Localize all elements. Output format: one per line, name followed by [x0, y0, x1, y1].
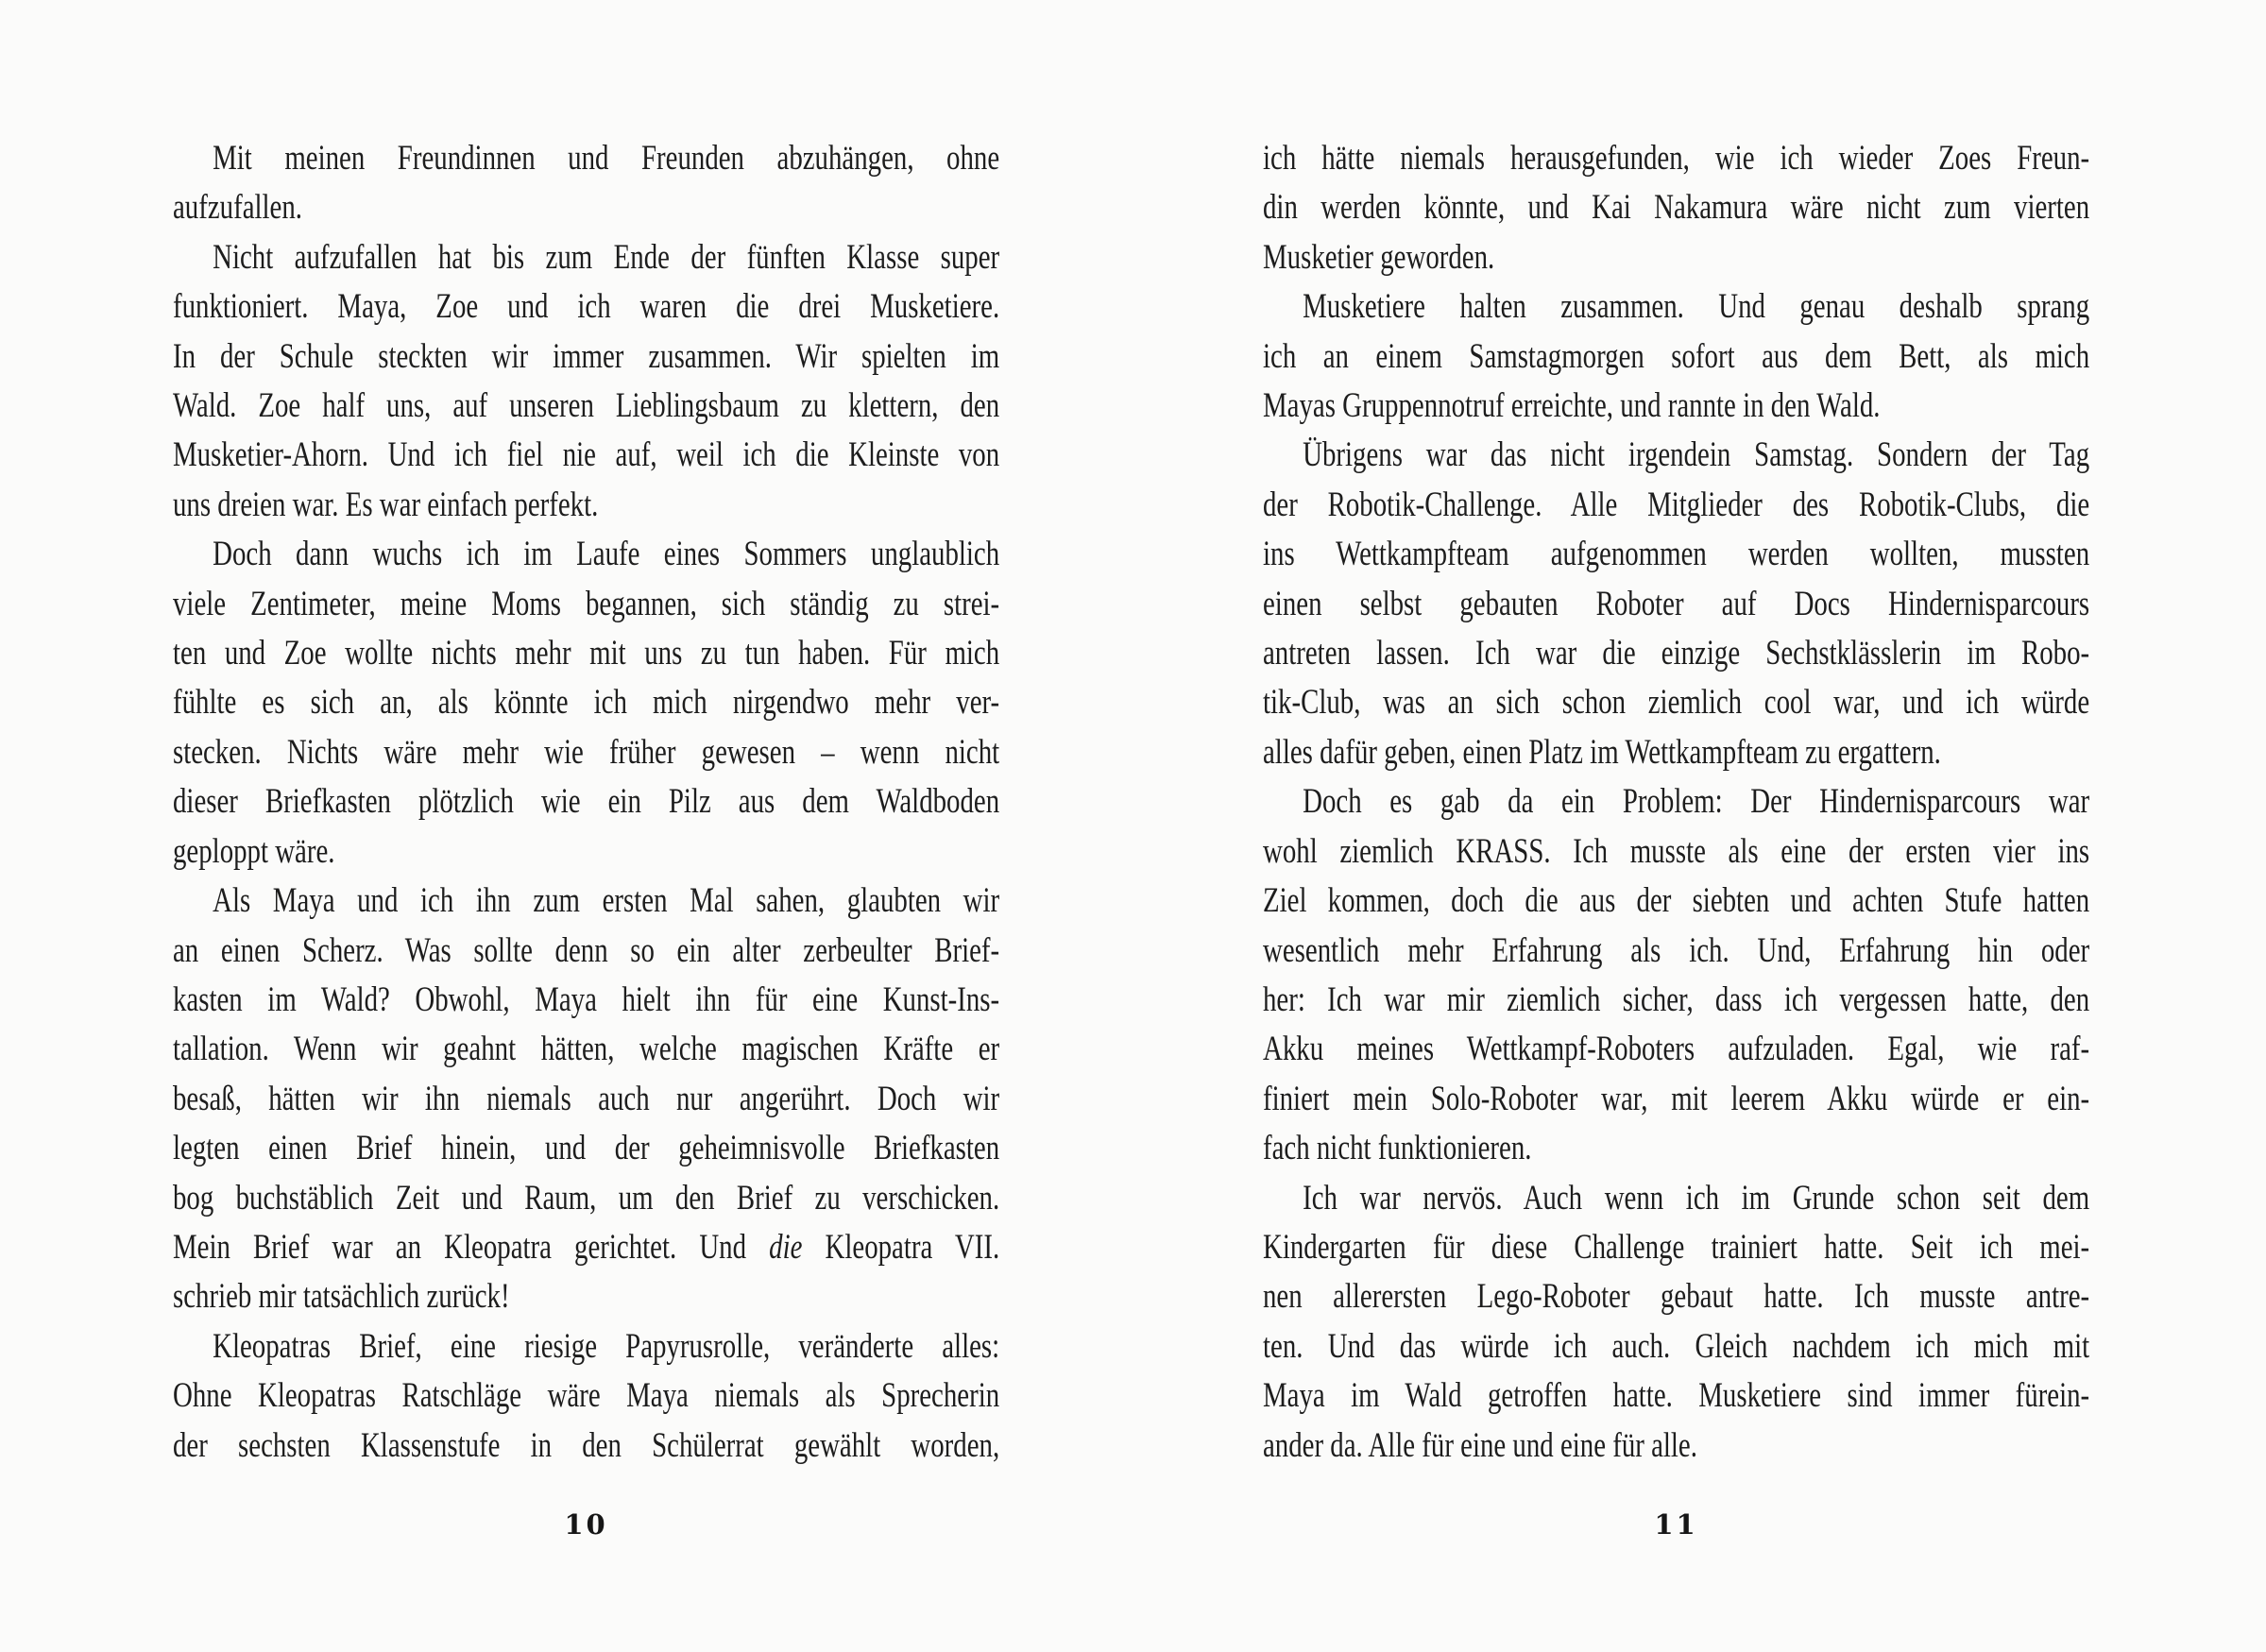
text-line: Musketier geworden.: [1263, 237, 1495, 277]
text-line: ander da. Alle für eine und eine für alle.: [1263, 1425, 1697, 1465]
text-line: ich hätte niemals herausgefunden, wie ich wieder Zoes Freun-: [1263, 139, 2090, 178]
text-line: uns dreien war. Es war einfach perfekt.: [173, 485, 599, 524]
page-number-right: 11: [1654, 1508, 1698, 1541]
text-line: viele Zentimeter, meine Moms begannen, sich ständig zu strei-: [173, 584, 1000, 623]
text-line: Musketiere halten zusammen. Und genau deshalb sprang: [1303, 287, 2090, 327]
text-line: alles dafür geben, einen Platz im Wettkampfteam zu ergattern.: [1263, 732, 1941, 772]
text-line: Kleopatras Brief, eine riesige Papyrusrolle, veränderte alles:: [213, 1326, 1000, 1366]
text-line: nen allerersten Lego-Roboter gebaut hatte. Ich musste antre-: [1263, 1277, 2090, 1317]
text-line: tik-Club, was an sich schon ziemlich cool war, und ich würde: [1263, 683, 2090, 723]
text-line: geploppt wäre.: [173, 831, 335, 871]
text-line: wesentlich mehr Erfahrung als ich. Und, Erfahrung hin oder: [1263, 930, 2090, 970]
text-line: antreten lassen. Ich war die einzige Sechstklässlerin im Robo-: [1263, 634, 2090, 673]
text-line: aufzufallen.: [173, 188, 303, 228]
text-line: finiert mein Solo-Roboter war, mit leerem Akku würde er ein-: [1263, 1079, 2090, 1118]
italic-word: die: [769, 1227, 803, 1267]
text-line: Ziel kommen, doch die aus der siebten und achten Stufe hatten: [1263, 881, 2090, 921]
text-line: dieser Briefkasten plötzlich wie ein Pilz aus dem Waldboden: [173, 782, 1000, 822]
text-line: her: Ich war mir ziemlich sicher, dass ich vergessen hatte, den: [1263, 979, 2090, 1019]
text-line: Mayas Gruppennotruf erreichte, und rannte in den Wald.: [1263, 386, 1881, 426]
text-line: fach nicht funktionieren.: [1263, 1129, 1532, 1168]
text-line: In der Schule steckten wir immer zusammen. Wir spielten im: [173, 336, 1000, 376]
text-line: Doch dann wuchs ich im Laufe eines Sommers unglaublich: [213, 535, 1000, 574]
text-line: Ich war nervös. Auch wenn ich im Grunde schon seit dem: [1303, 1178, 2090, 1218]
text-line: funktioniert. Maya, Zoe und ich waren die drei Musketiere.: [173, 287, 1000, 327]
text-line: Als Maya und ich ihn zum ersten Mal sahen, glaubten wir: [213, 881, 1000, 921]
text-line: kasten im Wald? Obwohl, Maya hielt ihn für eine Kunst-Ins-: [173, 979, 1000, 1019]
text-line: einen selbst gebauten Roboter auf Docs Hindernisparcours: [1263, 584, 2090, 623]
text-line: din werden könnte, und Kai Nakamura wäre nicht zum vierten: [1263, 188, 2090, 228]
text-line: besaß, hätten wir ihn niemals auch nur angerührt. Doch wir: [173, 1079, 1000, 1118]
text-line: tallation. Wenn wir geahnt hätten, welche magischen Kräfte er: [173, 1030, 1000, 1069]
text-line: an einen Scherz. Was sollte denn so ein alter zerbeulter Brief-: [173, 930, 1000, 970]
text-line: Akku meines Wettkampf-Roboters aufzuladen. Egal, wie raf-: [1263, 1030, 2090, 1069]
text-segment: Kleopatra VII.: [802, 1227, 1000, 1267]
text-line: der sechsten Klassenstufe in den Schülerrat gewählt worden,: [173, 1425, 1000, 1465]
text-line: ins Wettkampfteam aufgenommen werden wollten, mussten: [1263, 535, 2090, 574]
text-line: legten einen Brief hinein, und der geheimnisvolle Briefkasten: [173, 1129, 1000, 1168]
text-line: Musketier-Ahorn. Und ich fiel nie auf, weil ich die Kleinste von: [173, 435, 1000, 475]
text-line: schrieb mir tatsächlich zurück!: [173, 1277, 510, 1317]
text-line: ten. Und das würde ich auch. Gleich nachdem ich mich mit: [1263, 1326, 2090, 1366]
text-line: Nicht aufzufallen hat bis zum Ende der fünften Klasse super: [213, 237, 1000, 277]
text-line: [173, 1223, 999, 1272]
text-line: Mit meinen Freundinnen und Freunden abzuhängen, ohne: [213, 139, 1000, 178]
text-line: Wald. Zoe half uns, auf unseren Lieblingsbaum zu klettern, den: [173, 386, 1000, 426]
page-left-text-column: [173, 134, 999, 1471]
text-line: ten und Zoe wollte nichts mehr mit uns zu tun haben. Für mich: [173, 634, 1000, 673]
text-line: Maya im Wald getroffen hatte. Musketiere sind immer fürein-: [1263, 1376, 2090, 1416]
text-line: bog buchstäblich Zeit und Raum, um den Brief zu verschicken.: [173, 1178, 1000, 1218]
page-right-text-column: [1263, 134, 2089, 1471]
text-line: Kindergarten für diese Challenge trainiert hatte. Seit ich mei-: [1263, 1227, 2090, 1267]
text-line: fühlte es sich an, als könnte ich mich nirgendwo mehr ver-: [173, 683, 1000, 723]
text-line: der Robotik-Challenge. Alle Mitglieder des Robotik-Clubs, die: [1263, 485, 2090, 524]
text-line: wohl ziemlich KRASS. Ich musste als eine der ersten vier ins: [1263, 831, 2090, 871]
text-line: Ohne Kleopatras Ratschläge wäre Maya niemals als Sprecherin: [173, 1376, 1000, 1416]
text-line: ich an einem Samstagmorgen sofort aus dem Bett, als mich: [1263, 336, 2090, 376]
text-line: Doch es gab da ein Problem: Der Hindernisparcours war: [1303, 782, 2090, 822]
page-number-left: 10: [564, 1508, 608, 1541]
text-line: Übrigens war das nicht irgendein Samstag. Sondern der Tag: [1303, 435, 2090, 475]
text-segment: Mein Brief war an Kleopatra gerichtet. Und: [173, 1227, 770, 1267]
text-line: stecken. Nichts wäre mehr wie früher gewesen – wenn nicht: [173, 732, 1000, 772]
